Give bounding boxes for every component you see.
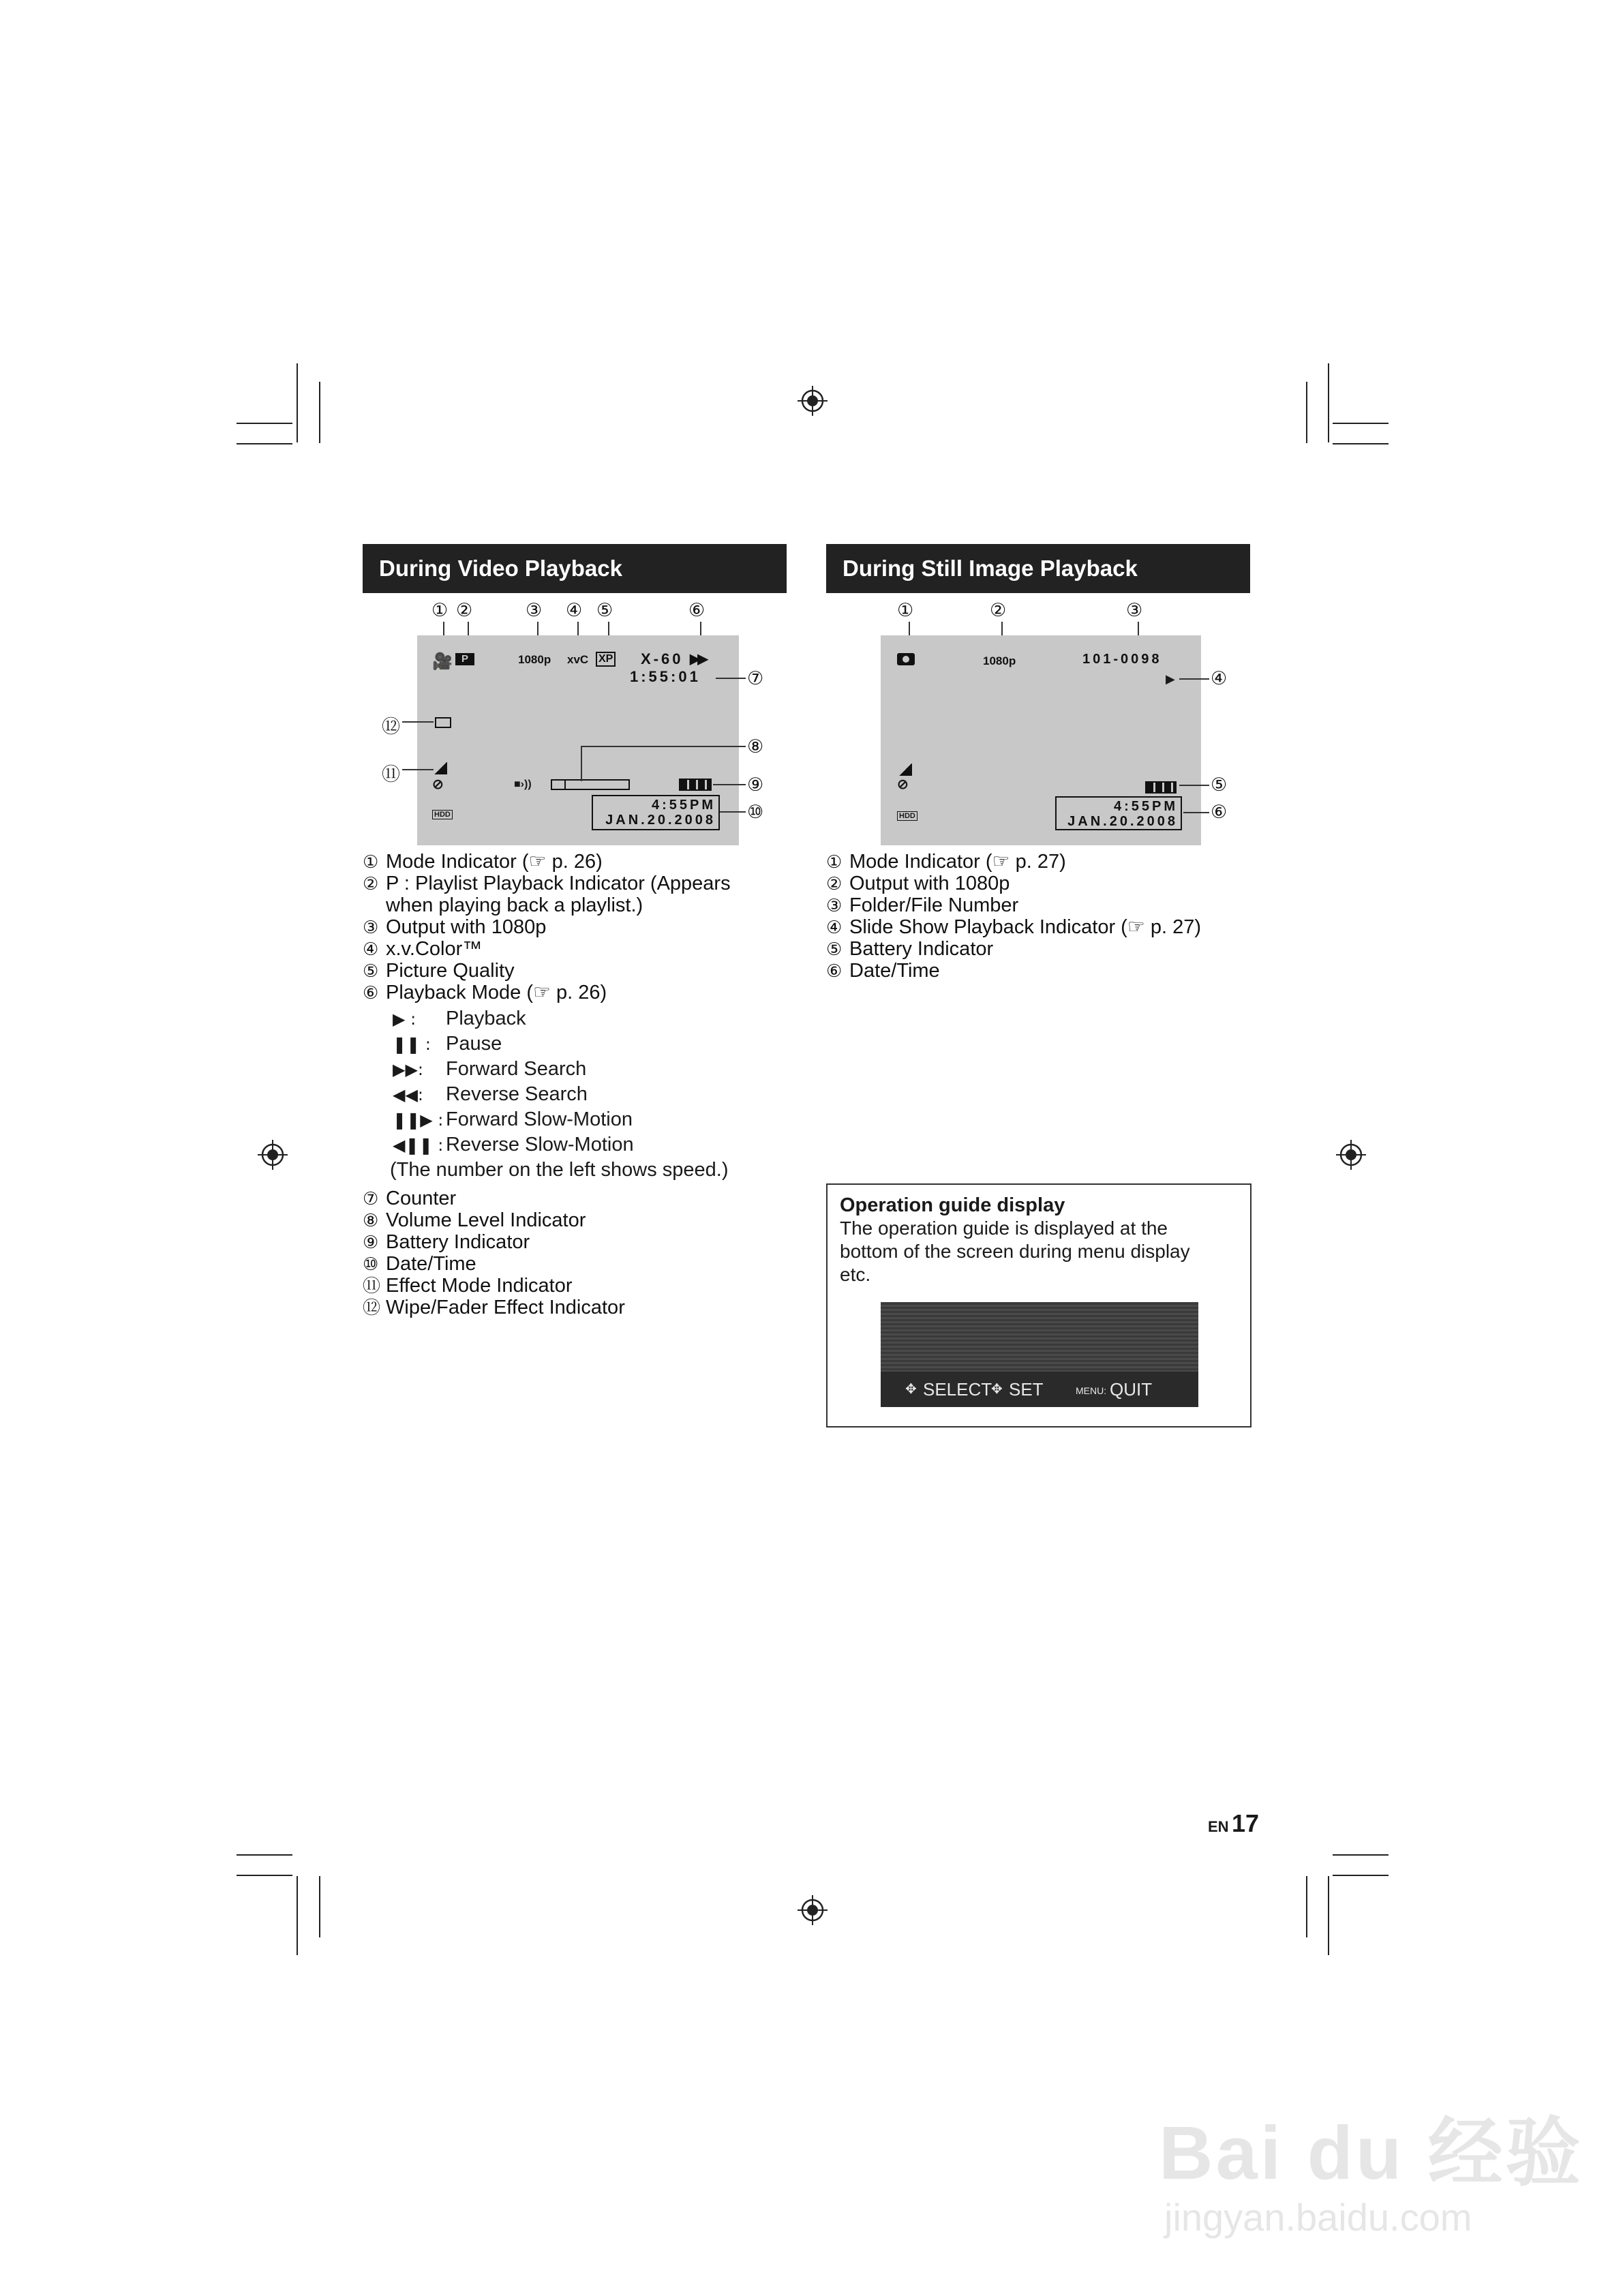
menu-label: MENU: (1076, 1385, 1107, 1396)
playback-mode-row: ◀❚❚ : Reverse Slow-Motion (393, 1134, 634, 1155)
crop-mark (237, 1854, 292, 1856)
callout-11: ⑪ (382, 764, 400, 785)
callout-5: ⑤ (596, 600, 613, 621)
section-header-still: During Still Image Playback (826, 544, 1250, 593)
watermark-logo: Bai du 经验 (1159, 2111, 1583, 2195)
fast-forward-icon: ▶▶ (690, 652, 706, 667)
playback-mode-row: ❚❚▶ : Forward Slow-Motion (393, 1108, 633, 1130)
callout-8: ⑧ (747, 736, 764, 757)
set-icon: ✥ (991, 1382, 1003, 1397)
leader-line (402, 721, 434, 723)
still-indicator-list (826, 851, 1249, 982)
callout-1: ① (431, 600, 449, 621)
list-item: ⑤ Battery Indicator (826, 938, 994, 960)
playback-mode-row: ▶▶: Forward Search (393, 1058, 587, 1080)
guide-line: bottom of the screen during menu display (840, 1241, 1190, 1262)
crop-mark (319, 382, 320, 443)
list-item: when playing back a playlist.) (386, 894, 643, 916)
resolution-label: 1080p (518, 653, 551, 666)
registration-mark-icon (1336, 1140, 1366, 1170)
registration-mark-icon (798, 386, 828, 416)
crop-mark (1306, 1876, 1307, 1937)
quality-label: XP (596, 652, 616, 667)
crop-mark (237, 1875, 292, 1876)
list-item: ⑦ Counter (363, 1188, 457, 1209)
still-playback-screen (881, 635, 1201, 845)
guide-line: The operation guide is displayed at the (840, 1218, 1168, 1239)
watermark-url: jingyan.baidu.com (1164, 2196, 1472, 2239)
crop-mark (1333, 1875, 1389, 1876)
registration-mark-icon (798, 1895, 828, 1925)
list-item: ⑨ Battery Indicator (363, 1231, 530, 1253)
list-item: ⑫ Wipe/Fader Effect Indicator (363, 1297, 625, 1318)
crop-mark (1333, 423, 1389, 424)
list-item: ⑥ Playback Mode (☞ p. 26) (363, 982, 607, 1003)
callout-7: ⑦ (747, 668, 764, 689)
date-label: JAN.20.2008 (1067, 814, 1178, 829)
resolution-label: 1080p (983, 654, 1016, 667)
language-code: EN (1208, 1818, 1229, 1835)
leader-line (713, 784, 746, 785)
wipe-fader-icon (435, 717, 451, 728)
list-item: ⑧ Volume Level Indicator (363, 1209, 586, 1231)
list-item: ③ Folder/File Number (826, 894, 1019, 916)
leader-line (716, 678, 746, 679)
quit-label: QUIT (1110, 1379, 1153, 1400)
registration-mark-icon (258, 1140, 288, 1170)
list-item: ⑩ Date/Time (363, 1253, 476, 1275)
callout-10: ⑩ (747, 802, 764, 823)
leader-line (581, 746, 582, 781)
leader-line (402, 769, 434, 770)
hdd-icon: HDD (432, 810, 453, 819)
crop-mark (1306, 382, 1307, 443)
set-label: SET (1009, 1379, 1044, 1400)
select-label: SELECT (923, 1379, 992, 1400)
video-indicator-list (363, 851, 785, 1003)
page-number (1208, 1809, 1259, 1838)
guide-bar (881, 1372, 1198, 1407)
guide-screen (881, 1302, 1198, 1407)
list-item: ④ x.v.Color™ (363, 938, 483, 960)
callout-9: ⑨ (747, 774, 764, 796)
camera-mode-icon (897, 653, 915, 665)
volume-bar (551, 779, 630, 790)
list-item: ⑥ Date/Time (826, 960, 940, 982)
crop-mark (297, 363, 298, 442)
effect-mode-icon (434, 762, 447, 774)
xvcolor-label: xvC (567, 653, 589, 666)
speed-note: (The number on the left shows speed.) (390, 1159, 729, 1181)
callout-5: ⑤ (1211, 774, 1228, 796)
datetime-box (1055, 796, 1182, 830)
effect-mode-icon (898, 764, 912, 776)
callout-4: ④ (1211, 668, 1228, 689)
list-item: ④ Slide Show Playback Indicator (☞ p. 27) (826, 916, 1202, 938)
crop-mark (319, 1876, 320, 1937)
crop-mark (297, 1876, 298, 1955)
playlist-icon: P (455, 653, 474, 665)
crop-mark (1333, 1854, 1389, 1856)
list-item: ② Output with 1080p (826, 873, 1010, 894)
video-indicator-list-2 (363, 1188, 785, 1318)
list-item: ③ Output with 1080p (363, 916, 547, 938)
callout-12: ⑫ (382, 716, 400, 738)
callout-2: ② (990, 600, 1007, 621)
playback-mode-row: ❚❚ : Pause (393, 1033, 502, 1055)
callout-2: ② (456, 600, 473, 621)
guide-title: Operation guide display (840, 1194, 1065, 1216)
volume-icon: ■›)) (514, 779, 532, 790)
leader-line (720, 811, 746, 813)
list-item: ⑤ Picture Quality (363, 960, 515, 982)
hdd-icon: HDD (897, 811, 917, 821)
leader-line (1179, 678, 1209, 680)
crop-mark (1328, 363, 1329, 442)
video-mode-icon: 🎥 (432, 652, 453, 671)
crop-mark (237, 443, 292, 444)
effect-icon: ⊘ (432, 777, 444, 792)
operation-guide-box (826, 1183, 1252, 1428)
page-num: 17 (1232, 1809, 1260, 1837)
crop-mark (1328, 1876, 1329, 1955)
date-label: JAN.20.2008 (605, 813, 716, 828)
datetime-box (592, 795, 720, 830)
section-header-video: During Video Playback (363, 544, 787, 593)
callout-4: ④ (566, 600, 583, 621)
time-label: 4:55PM (651, 798, 716, 813)
speed-label: X-60 (641, 650, 684, 667)
leader-line (581, 746, 746, 747)
list-item: ① Mode Indicator (☞ p. 27) (826, 851, 1066, 873)
effect-icon: ⊘ (897, 777, 909, 792)
callout-3: ③ (526, 600, 543, 621)
leader-line (1183, 812, 1209, 813)
select-icon: ✥ (905, 1382, 917, 1397)
counter-label: 1:55:01 (630, 668, 701, 685)
video-playback-screen (417, 635, 739, 845)
folder-file-number: 101-0098 (1082, 652, 1162, 667)
callout-6: ⑥ (688, 600, 706, 621)
leader-line (1179, 785, 1209, 786)
callout-3: ③ (1126, 600, 1143, 621)
playback-mode-row: ▶ : Playback (393, 1008, 526, 1029)
list-item: ② P : Playlist Playback Indicator (Appears (363, 873, 731, 894)
list-item: ① Mode Indicator (☞ p. 26) (363, 851, 603, 873)
callout-1: ① (897, 600, 914, 621)
crop-mark (1333, 443, 1389, 444)
time-label: 4:55PM (1113, 799, 1178, 814)
crop-mark (237, 423, 292, 424)
slideshow-play-icon: ▶ (1166, 672, 1175, 686)
list-item: ⑪ Effect Mode Indicator (363, 1275, 573, 1297)
playback-mode-row: ◀◀: Reverse Search (393, 1083, 588, 1105)
guide-line: etc. (840, 1264, 871, 1285)
callout-6: ⑥ (1211, 802, 1228, 823)
battery-icon (1145, 781, 1177, 794)
battery-icon (679, 779, 712, 791)
